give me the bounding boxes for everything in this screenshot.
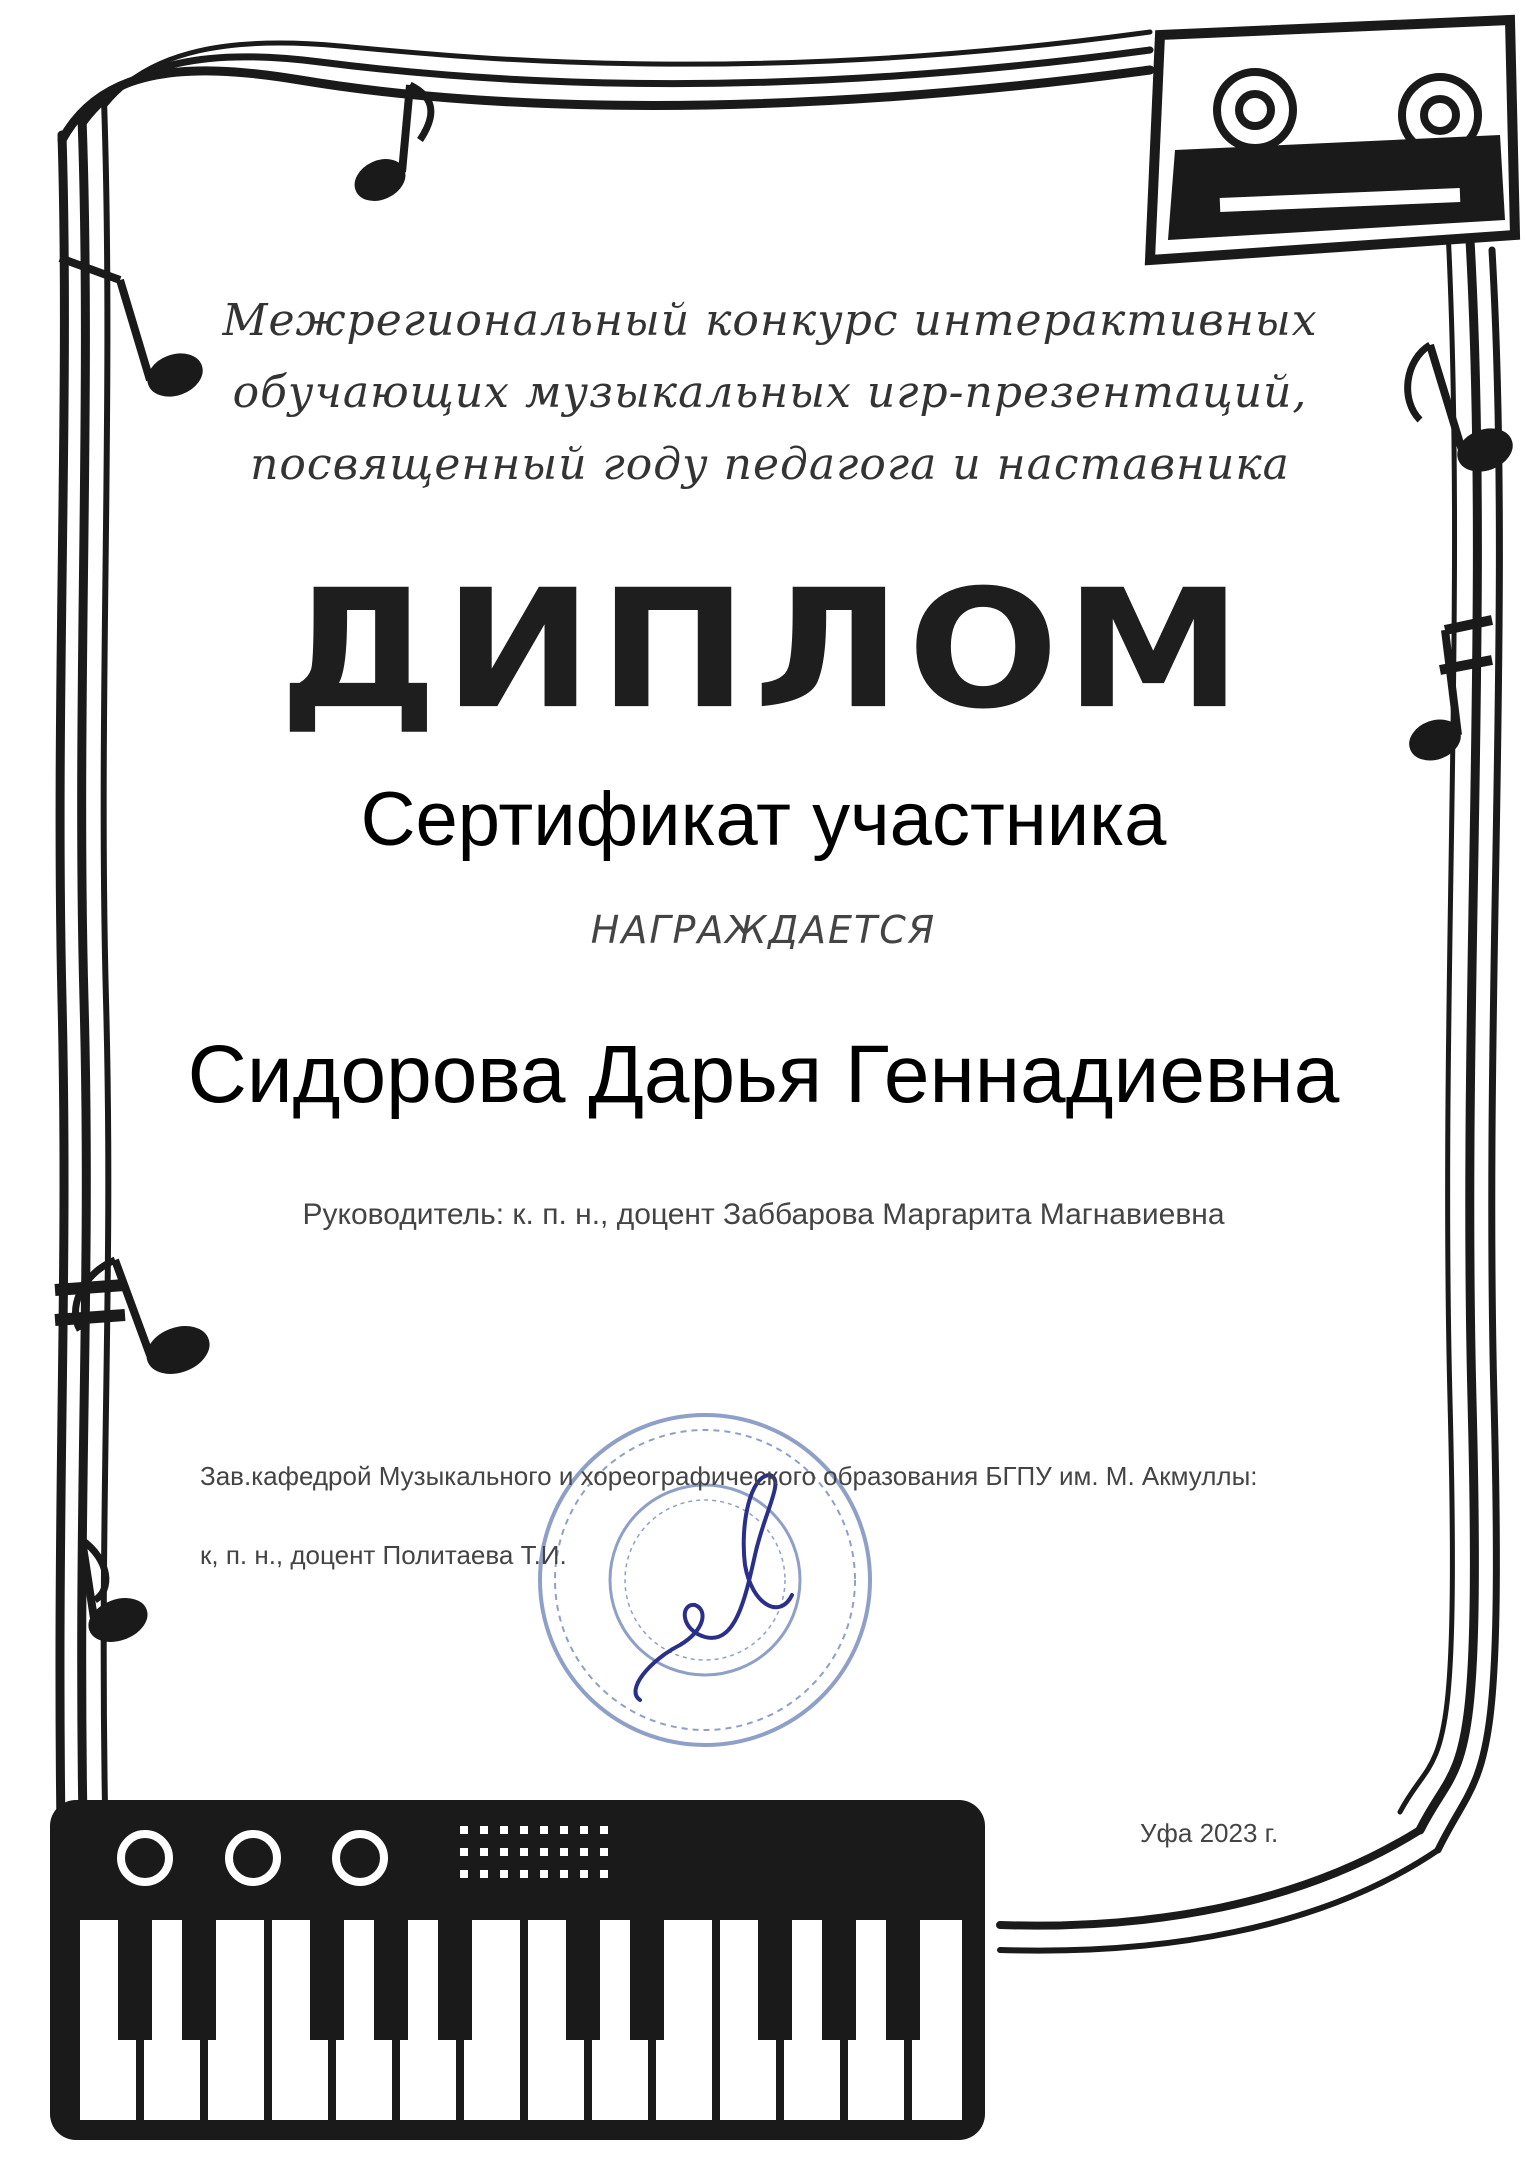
supervisor-line: Руководитель: к. п. н., доцент Заббарова Маргарита Магнавиевна xyxy=(302,1198,1225,1231)
contest-title xyxy=(150,285,1390,501)
music-note-icon xyxy=(348,85,430,208)
department-head-title: Зав.кафедрой Музыкального и хореографического образования БГПУ им. М. Акмуллы: xyxy=(200,1461,1258,1491)
contest-title-line: посвященный году педагога и наставника xyxy=(250,439,1290,490)
contest-title-line: Межрегиональный конкурс интерактивных xyxy=(222,295,1318,346)
contest-title-line: обучающих музыкальных игр-презентаций, xyxy=(232,367,1308,418)
music-note-icon xyxy=(1408,345,1518,478)
recipient-name: Сидорова Дарья Геннадиевна xyxy=(187,1029,1340,1120)
department-head-name: к, п. н., доцент Политаева Т.И. xyxy=(200,1540,567,1570)
music-note-icon xyxy=(55,1260,216,1382)
cassette-tape-icon xyxy=(1150,20,1515,260)
diploma-heading: ДИПЛОМ xyxy=(279,554,1248,745)
synthesizer-keyboard-icon xyxy=(50,1800,985,2140)
awarded-label: НАГРАЖДАЕТСЯ xyxy=(590,908,937,952)
certificate-title: Сертификат участника xyxy=(360,777,1167,862)
city-year: Уфа 2023 г. xyxy=(1140,1818,1279,1848)
music-note-icon xyxy=(82,1540,153,1649)
handwritten-signature xyxy=(636,1475,792,1700)
